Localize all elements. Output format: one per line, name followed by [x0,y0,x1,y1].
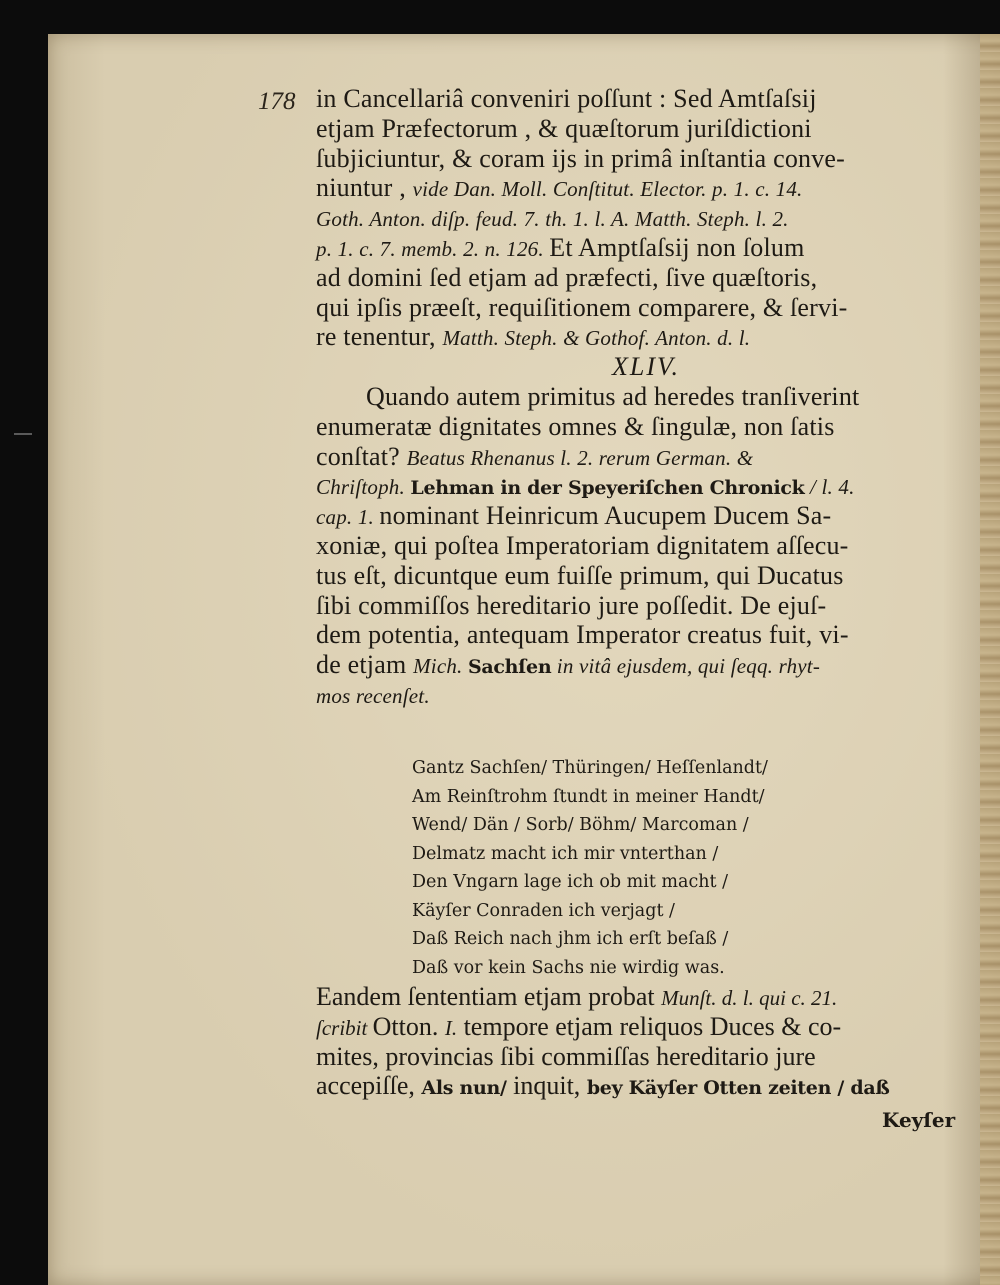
text-span: qui ipſis præeſt, requiſitionem comparere, & ſervi- [316,292,848,322]
text-line [316,412,976,442]
text-span: mos recenſet. [316,683,430,708]
text-span: I. [444,1015,458,1040]
text-span: Als nun/ [421,1077,507,1100]
text-line [316,620,976,650]
text-line [316,680,976,710]
text-span: Chriſtoph. [316,475,411,500]
text-line [316,1012,976,1042]
text-span: Matth. Steph. & Gothof. Anton. d. l. [442,326,751,351]
text-line [316,471,976,501]
text-span: / l. 4. [804,475,855,500]
text-span: Otton. [372,1011,445,1041]
text-span: enumeratæ dignitates omnes & ſingulæ, non ſatis [316,411,835,441]
text-span: xoniæ, qui poſtea Imperatoriam dignitatem aſſecu- [316,530,849,560]
paragraph-3 [316,982,976,1101]
text-line [316,501,976,531]
page-number: 178 [258,88,296,115]
text-line [316,322,976,352]
text-line [316,84,976,114]
text-span: etjam Præfectorum , & quæſtorum juriſdictioni [316,113,812,143]
verse-line: Wend/ Dän / Sorb/ Böhm/ Marcoman / [412,815,749,835]
text-span: ſcribit [316,1015,373,1040]
text-line [316,263,976,293]
verse-line: Käyſer Conraden ich verjagt / [412,900,675,921]
text-line [316,1042,976,1072]
text-span: p. 1. c. 7. memb. 2. n. 126. [316,236,550,261]
text-line [316,561,976,591]
text-span: conſtat? [316,441,407,471]
text-span: ſibi commiſſos hereditario jure poſſedit. De ejuſ- [316,590,827,620]
catchword: Keyſer [882,1108,956,1132]
text-span: tempore etjam reliquos Duces & co- [457,1011,842,1041]
text-line [316,382,976,412]
text-span: re tenentur, [316,322,443,352]
text-line [316,531,976,561]
text-span: accepiſſe, [316,1071,422,1101]
text-span: Beatus Rhenanus l. 2. rerum German. & [406,445,754,470]
text-span: in vitâ ejusdem, qui ſeqq. rhyt- [551,654,821,679]
text-span: mites, provincias ſibi commiſſas hereditario jure [316,1041,816,1071]
text-span: Lehman in der Speyeriſchen Chronick [410,477,805,500]
text-line [316,173,976,203]
text-line [316,293,976,323]
text-span: cap. 1. [316,505,380,530]
text-span: Goth. Anton. diſp. feud. 7. th. 1. l. A. Matth. Steph. l. 2. [316,207,789,232]
text-span: tus eſt, dicuntque eum fuiſſe primum, qui Ducatus [316,560,844,590]
verse-block [412,754,768,982]
main-text [316,84,976,710]
text-span: ad domini ſed etjam ad præfecti, ſive quæſtoris, [316,262,818,292]
verse-line: Am Reinſtrohm ſtundt in meiner Handt/ [412,786,765,807]
text-span: Et Amptſaſsij non ſolum [549,232,805,262]
text-span: Munſt. d. l. qui c. 21. [661,986,838,1010]
verse-line: Daß Reich nach jhm ich erſt beſaß / [412,929,729,949]
text-span: de etjam [316,650,414,680]
text-line [316,114,976,144]
section-heading: XLIV. [611,352,681,382]
text-line [316,442,976,472]
text-line [316,650,976,680]
paragraph-2 [316,382,976,710]
text-span: Eandem ſententiam etjam probat [316,982,662,1011]
verse-line: Delmatz macht ich mir vnterthan / [412,843,719,864]
text-span: dem potentia, antequam Imperator creatus fuit, vi- [316,620,849,650]
text-line [316,144,976,174]
margin-mark [14,433,32,435]
verse-line: Gantz Sachſen/ Thüringen/ Heſſenlandt/ [412,758,768,778]
text-line [316,591,976,621]
text-line [316,203,976,233]
text-span: inquit, [506,1071,587,1101]
paragraph-1 [316,84,976,352]
text-line [316,233,976,263]
text-span: ſubjiciuntur, & coram ijs in primâ inſtantia conve- [316,143,846,173]
text-span: Quando autem primitus ad heredes tranſiverint [366,381,860,411]
verse-line: Daß vor kein Sachs nie wirdig was. [412,957,725,978]
text-span: in Cancellariâ conveniri poſſunt : Sed Amtſaſsij [316,84,817,113]
text-span: bey Käyſer Otten zeiten / daß [586,1077,890,1100]
text-span: Sachſen [467,656,552,679]
text-line [316,982,976,1012]
verse-line: Den Vngarn lage ich ob mit macht / [412,872,729,892]
text-line [316,1071,976,1101]
page-edge [980,34,1000,1285]
text-span: Mich. [413,654,468,679]
text-span: nominant Heinricum Aucupem Ducem Sa- [379,501,832,531]
text-span: niuntur , [316,173,413,203]
text-span: vide Dan. Moll. Conſtitut. Elector. p. 1. c. 14. [412,177,803,202]
